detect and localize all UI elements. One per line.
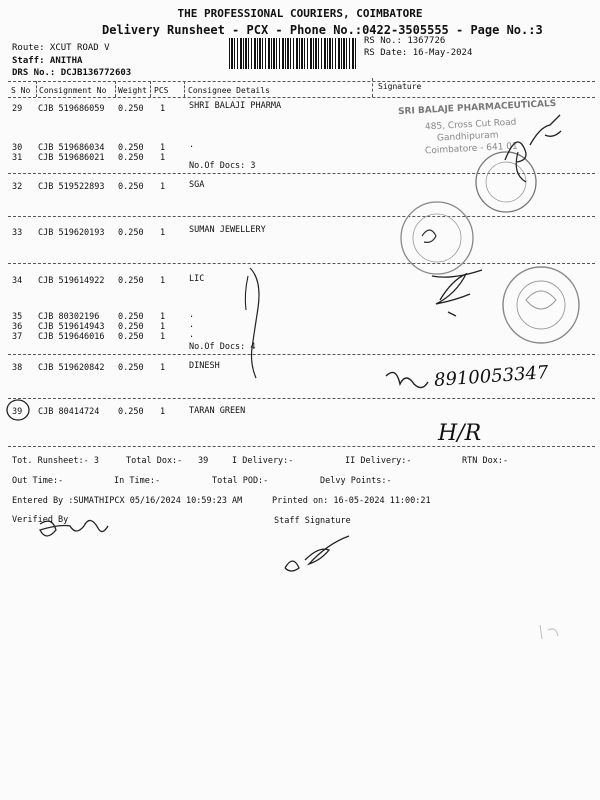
total-dox-label: Total Dox:- [126, 456, 183, 466]
scribble-line [250, 268, 259, 378]
table-row-consignment: CJB 519522893 [38, 182, 105, 192]
table-row-consignee: . [189, 310, 195, 320]
table-row-consignee: . [189, 330, 195, 340]
table-row-sno: 36 [12, 322, 23, 332]
table-row-weight: 0.250 [118, 332, 144, 342]
table-row-consignee: SUMAN JEWELLERY [189, 225, 266, 235]
table-row-sno: 37 [12, 332, 23, 342]
table-row-consignee: SGA [189, 180, 205, 190]
col-header-pcs: PCS [154, 86, 169, 95]
table-row-pcs: 1 [160, 407, 166, 417]
table-row-sno: 30 [12, 143, 23, 153]
table-row-consignee: . [189, 320, 195, 330]
table-row-pcs: 1 [160, 182, 166, 192]
table-row-weight: 0.250 [118, 153, 144, 163]
table-row-consignee: . [189, 140, 195, 150]
staff-signature-label: Staff Signature [274, 516, 351, 526]
col-header-weight: Weight [118, 86, 147, 95]
table-row-sno: 32 [12, 182, 23, 192]
out-time: Out Time:- [12, 476, 64, 486]
table-row-consignee: SHRI BALAJI PHARMA [189, 101, 282, 111]
total-pod: Total POD:- [212, 476, 269, 486]
table-row-pcs: 1 [160, 332, 166, 342]
lic-stamp [503, 267, 579, 343]
route-label: Route: XCUT ROAD V [12, 43, 110, 53]
table-row-pcs: 1 [160, 104, 166, 114]
tot-runsheet: Tot. Runsheet:- 3 [12, 456, 99, 466]
table-row-weight: 0.250 [118, 407, 144, 417]
rs-date: RS Date: 16-May-2024 [364, 48, 473, 58]
handwritten-hr: H/R [438, 421, 482, 446]
i-delivery: I Delivery:- [232, 456, 294, 466]
stamp-balaji-line4: Coimbatore - 641 01 [424, 141, 519, 157]
company-title: THE PROFESSIONAL COURIERS, COIMBATORE [177, 7, 423, 20]
table-row-weight: 0.250 [118, 312, 144, 322]
col-header-sno: S No [11, 86, 31, 95]
table-row-consignment: CJB 519614922 [38, 276, 105, 286]
table-row-consignment: CJB 80302196 [38, 312, 100, 322]
table-row-consignee: LIC [189, 274, 205, 284]
table-row-sno: 38 [12, 363, 23, 373]
staff-signature [285, 536, 349, 571]
total-dox-value: 39 [198, 456, 209, 466]
table-row-consignment: CJB 519646016 [38, 332, 105, 342]
signature-38 [386, 372, 428, 387]
table-row-consignment: CJB 519614943 [38, 322, 105, 332]
stamp-balaji-line2: 485, Cross Cut Road [424, 117, 517, 133]
table-row-pcs: 1 [160, 228, 166, 238]
table-row-weight: 0.250 [118, 322, 144, 332]
table-row-consignee: No.Of Docs: 3 [189, 161, 256, 171]
table-row-sno: 35 [12, 312, 23, 322]
entered-by: Entered By :SUMATHIPCX 05/16/2024 10:59:23 AM [12, 496, 243, 506]
table-row-sno: 29 [12, 104, 23, 114]
drs-number: DRS No.: DCJB136772603 [12, 68, 132, 78]
table-row-weight: 0.250 [118, 228, 144, 238]
table-row-consignment: CJB 519620842 [38, 363, 105, 373]
handwritten-phone: 8910053347 [433, 362, 550, 391]
table-row-consignment: CJB 519686034 [38, 143, 105, 153]
stamp-balaji-line1: SRI BALAJE PHARMACEUTICALS [397, 98, 557, 118]
table-row-consignment: CJB 80414724 [38, 407, 100, 417]
verified-by-label: Verified By [12, 515, 69, 525]
agencies-stamp [476, 152, 536, 212]
table-row-sno: 39 [12, 407, 23, 417]
table-row-consignee: TARAN GREEN [189, 406, 246, 416]
table-row-sno: 34 [12, 276, 23, 286]
printed-on: Printed on: 16-05-2024 11:00:21 [272, 496, 431, 506]
faint-marks [540, 625, 558, 639]
signature-29 [505, 115, 561, 162]
table-row-consignment: CJB 519620193 [38, 228, 105, 238]
table-row-weight: 0.250 [118, 182, 144, 192]
rs-number: RS No.: 1367726 [364, 36, 446, 46]
staff-label: Staff: ANITHA [12, 56, 83, 66]
table-row-weight: 0.250 [118, 276, 144, 286]
table-row-weight: 0.250 [118, 104, 144, 114]
stamp-balaji-line3: Gandhipuram [436, 130, 499, 144]
security-stamp [401, 202, 473, 274]
table-row-weight: 0.250 [118, 143, 144, 153]
col-header-consignee: Consignee Details [188, 86, 270, 95]
table-row-sno: 33 [12, 228, 23, 238]
delvy-points: Delvy Points:- [320, 476, 392, 486]
col-header-consignment: Consignment No [39, 86, 107, 95]
in-time: In Time:- [114, 476, 161, 486]
table-row-sno: 31 [12, 153, 23, 163]
table-row-consignment: CJB 519686021 [38, 153, 105, 163]
table-row-pcs: 1 [160, 153, 166, 163]
table-row-weight: 0.250 [118, 363, 144, 373]
signature-34 [432, 270, 482, 316]
rtn-dox: RTN Dox:- [462, 456, 509, 466]
col-header-signature: Signature [378, 82, 422, 91]
table-row-consignee: DINESH [189, 361, 220, 371]
ii-delivery: II Delivery:- [345, 456, 412, 466]
table-row-pcs: 1 [160, 322, 166, 332]
docs-count: No.Of Docs: 4 [189, 342, 256, 352]
table-row-consignment: CJB 519686059 [38, 104, 105, 114]
runsheet-title: Delivery Runsheet - PCX - Phone No.:0422-3505555 - Page No.:3 [102, 23, 543, 37]
table-row-pcs: 1 [160, 312, 166, 322]
circle-mark-39 [7, 400, 29, 420]
table-row-pcs: 1 [160, 276, 166, 286]
table-row-pcs: 1 [160, 363, 166, 373]
table-row-pcs: 1 [160, 143, 166, 153]
